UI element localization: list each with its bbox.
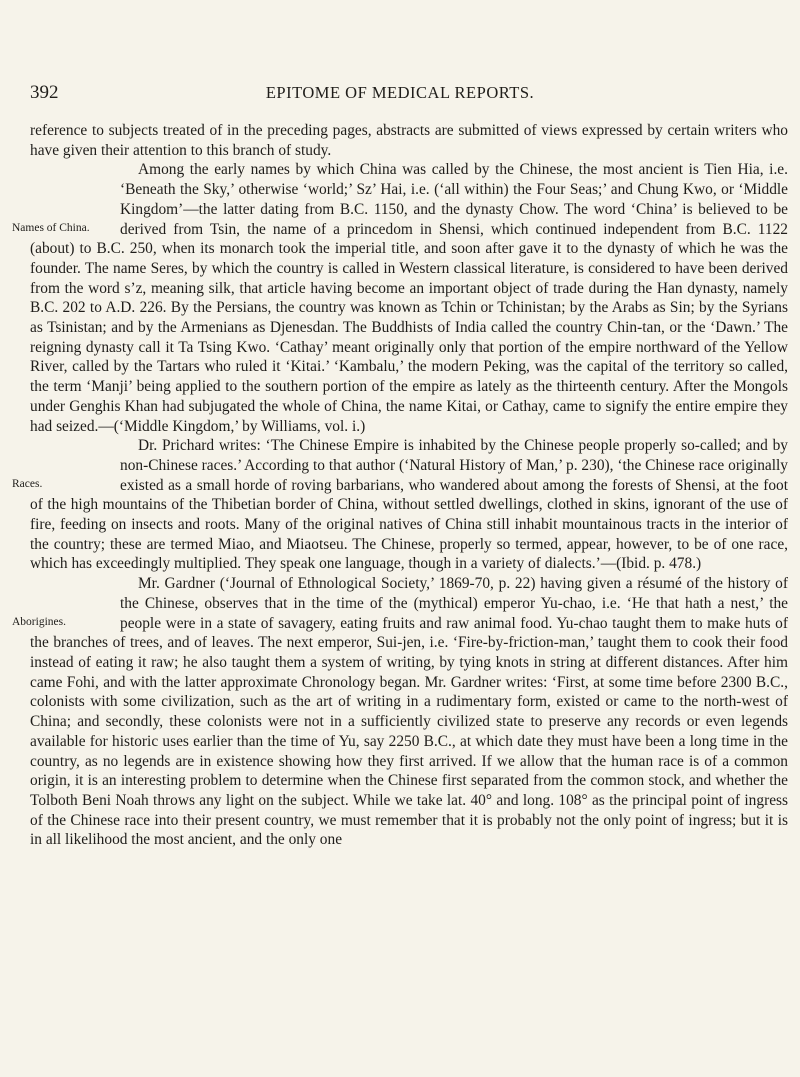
sidenote-aborigines: Aborigines. [12,616,66,629]
sidenote-names-of-china: Names of China. [12,222,90,235]
page-header [30,82,770,106]
paragraph-text: Among the early names by which China was called by the Chinese, the most ancient is Tien Hia, i.e. ‘Beneath the Sky,’ otherwise ‘world;’ Sz’ Hai, i.e. (‘all within) the Four Seas;’ and Chung Kwo, or ‘Middle Kingdom’—the latter dating from B.C. 1150, and the dynasty Chow. The word ‘China’ is believed to be derived from Tsin, the name of a princedom in Shensi, which continued independent from B.C. 1122 (about) to B.C. 250, when its monarch took the imperial title, and soon after gave it to the dynasty of which he was the founder. The name Seres, by which the country is called in Western classical literature, is considered to have been derived from the word s’z, meaning silk, that article having become an important object of trade during the Han dynasty, namely B.C. 202 to A.D. 226. By the Persians, the country was known as Tchin or Tchinistan; by the Arabs as Sin; by the Syrians as Tsinistan; and by the Armenians as Djenesdan. The Buddhists of India called the country Chin-tan, or the ‘Dawn.’ The reigning dynasty call it Ta Tsing Kwo. ‘Cathay’ meant originally only that portion of the empire northward of the Yellow River, called by the Tartars who ruled it ‘Kitai.’ ‘Kambalu,’ the modern Peking, was the capital of the territory so called, the term ‘Manji’ being applied to the southern portion of the empire as lately as the thirteenth century. After the Mongols under Genghis Khan had subjugated the whole of China, the name Kitai, or Cathay, came to signify the entire empire they had seized.—(‘Middle Kingdom,’ by Williams, vol. i.) [30,161,788,435]
paragraph-text: Dr. Prichard writes: ‘The Chinese Empire is inhabited by the Chinese people properly so-called; and by non-Chinese races.’ According to that author (‘Natural History of Man,’ p. 230), ‘the Chinese race originally existed as a small horde of roving barbarians, who wandered about among the forests of Shensi, at the foot of the high mountains of the Thibetian border of China, without settled dwellings, clothed in skins, ignorant of the use of fire, feeding on insects and roots. Many of the original natives of China still inhabit mountainous tracts in the interior of the country; these are termed Miao, and Miaotseu. The Chinese, properly so termed, appear, however, to be of one race, which has exceedingly multiplied. They speak one language, though in a variety of dialects.’—(Ibid. p. 478.) [30,437,788,573]
paragraph-races [12,436,788,574]
paragraph-aborigines [12,574,788,850]
body-text [12,121,788,850]
sidenote-races: Races. [12,478,43,491]
running-title: EPITOME OF MEDICAL REPORTS. [265,83,535,102]
paragraph-continuation: reference to subjects treated of in the preceding pages, abstracts are submitted of views expressed by certain writers who have given their attention to this branch of study. [30,122,788,159]
paragraph-text: Mr. Gardner (‘Journal of Ethnological Society,’ 1869-70, p. 22) having given a résumé of the history of the Chinese, observes that in the time of the (mythical) emperor Yu-chao, i.e. ‘He that hath a nest,’ the people were in a state of savagery, eating fruits and raw animal food. Yu-chao taught them to make huts of the branches of trees, and of leaves. The next emperor, Sui-jen, i.e. ‘Fire-by-friction-man,’ taught them to cook their food instead of eating it raw; he also taught them a system of writing, by tying knots in string at different distances. After him came Fohi, and with the latter approximate Chronology began. Mr. Gardner writes: ‘First, at some time before 2300 B.C., colonists with some civilization, such as the art of writing in a rudimentary form, existed or came to the north-west of China; and secondly, these colonists were not in a sufficiently civilized state to preserve any records or even legends available for historic uses earlier than the time of Yu, say 2250 B.C., at which date they must have been a long time in the country, as no legends are in existence showing how they first arrived. If we allow that the human race is of a common origin, it is an interesting problem to determine when the Chinese first separated from the common stock, and whether the Tolboth Beni Noah throws any light on the subject. While we take lat. 40° and long. 108° as the principal point of ingress of the Chinese race into their present country, we must remember that it is probably not the only point of ingress; but it is in all likelihood the most ancient, and the only one [30,575,788,849]
page-number: 392 [30,82,59,103]
paragraph-names-of-china [12,160,788,436]
